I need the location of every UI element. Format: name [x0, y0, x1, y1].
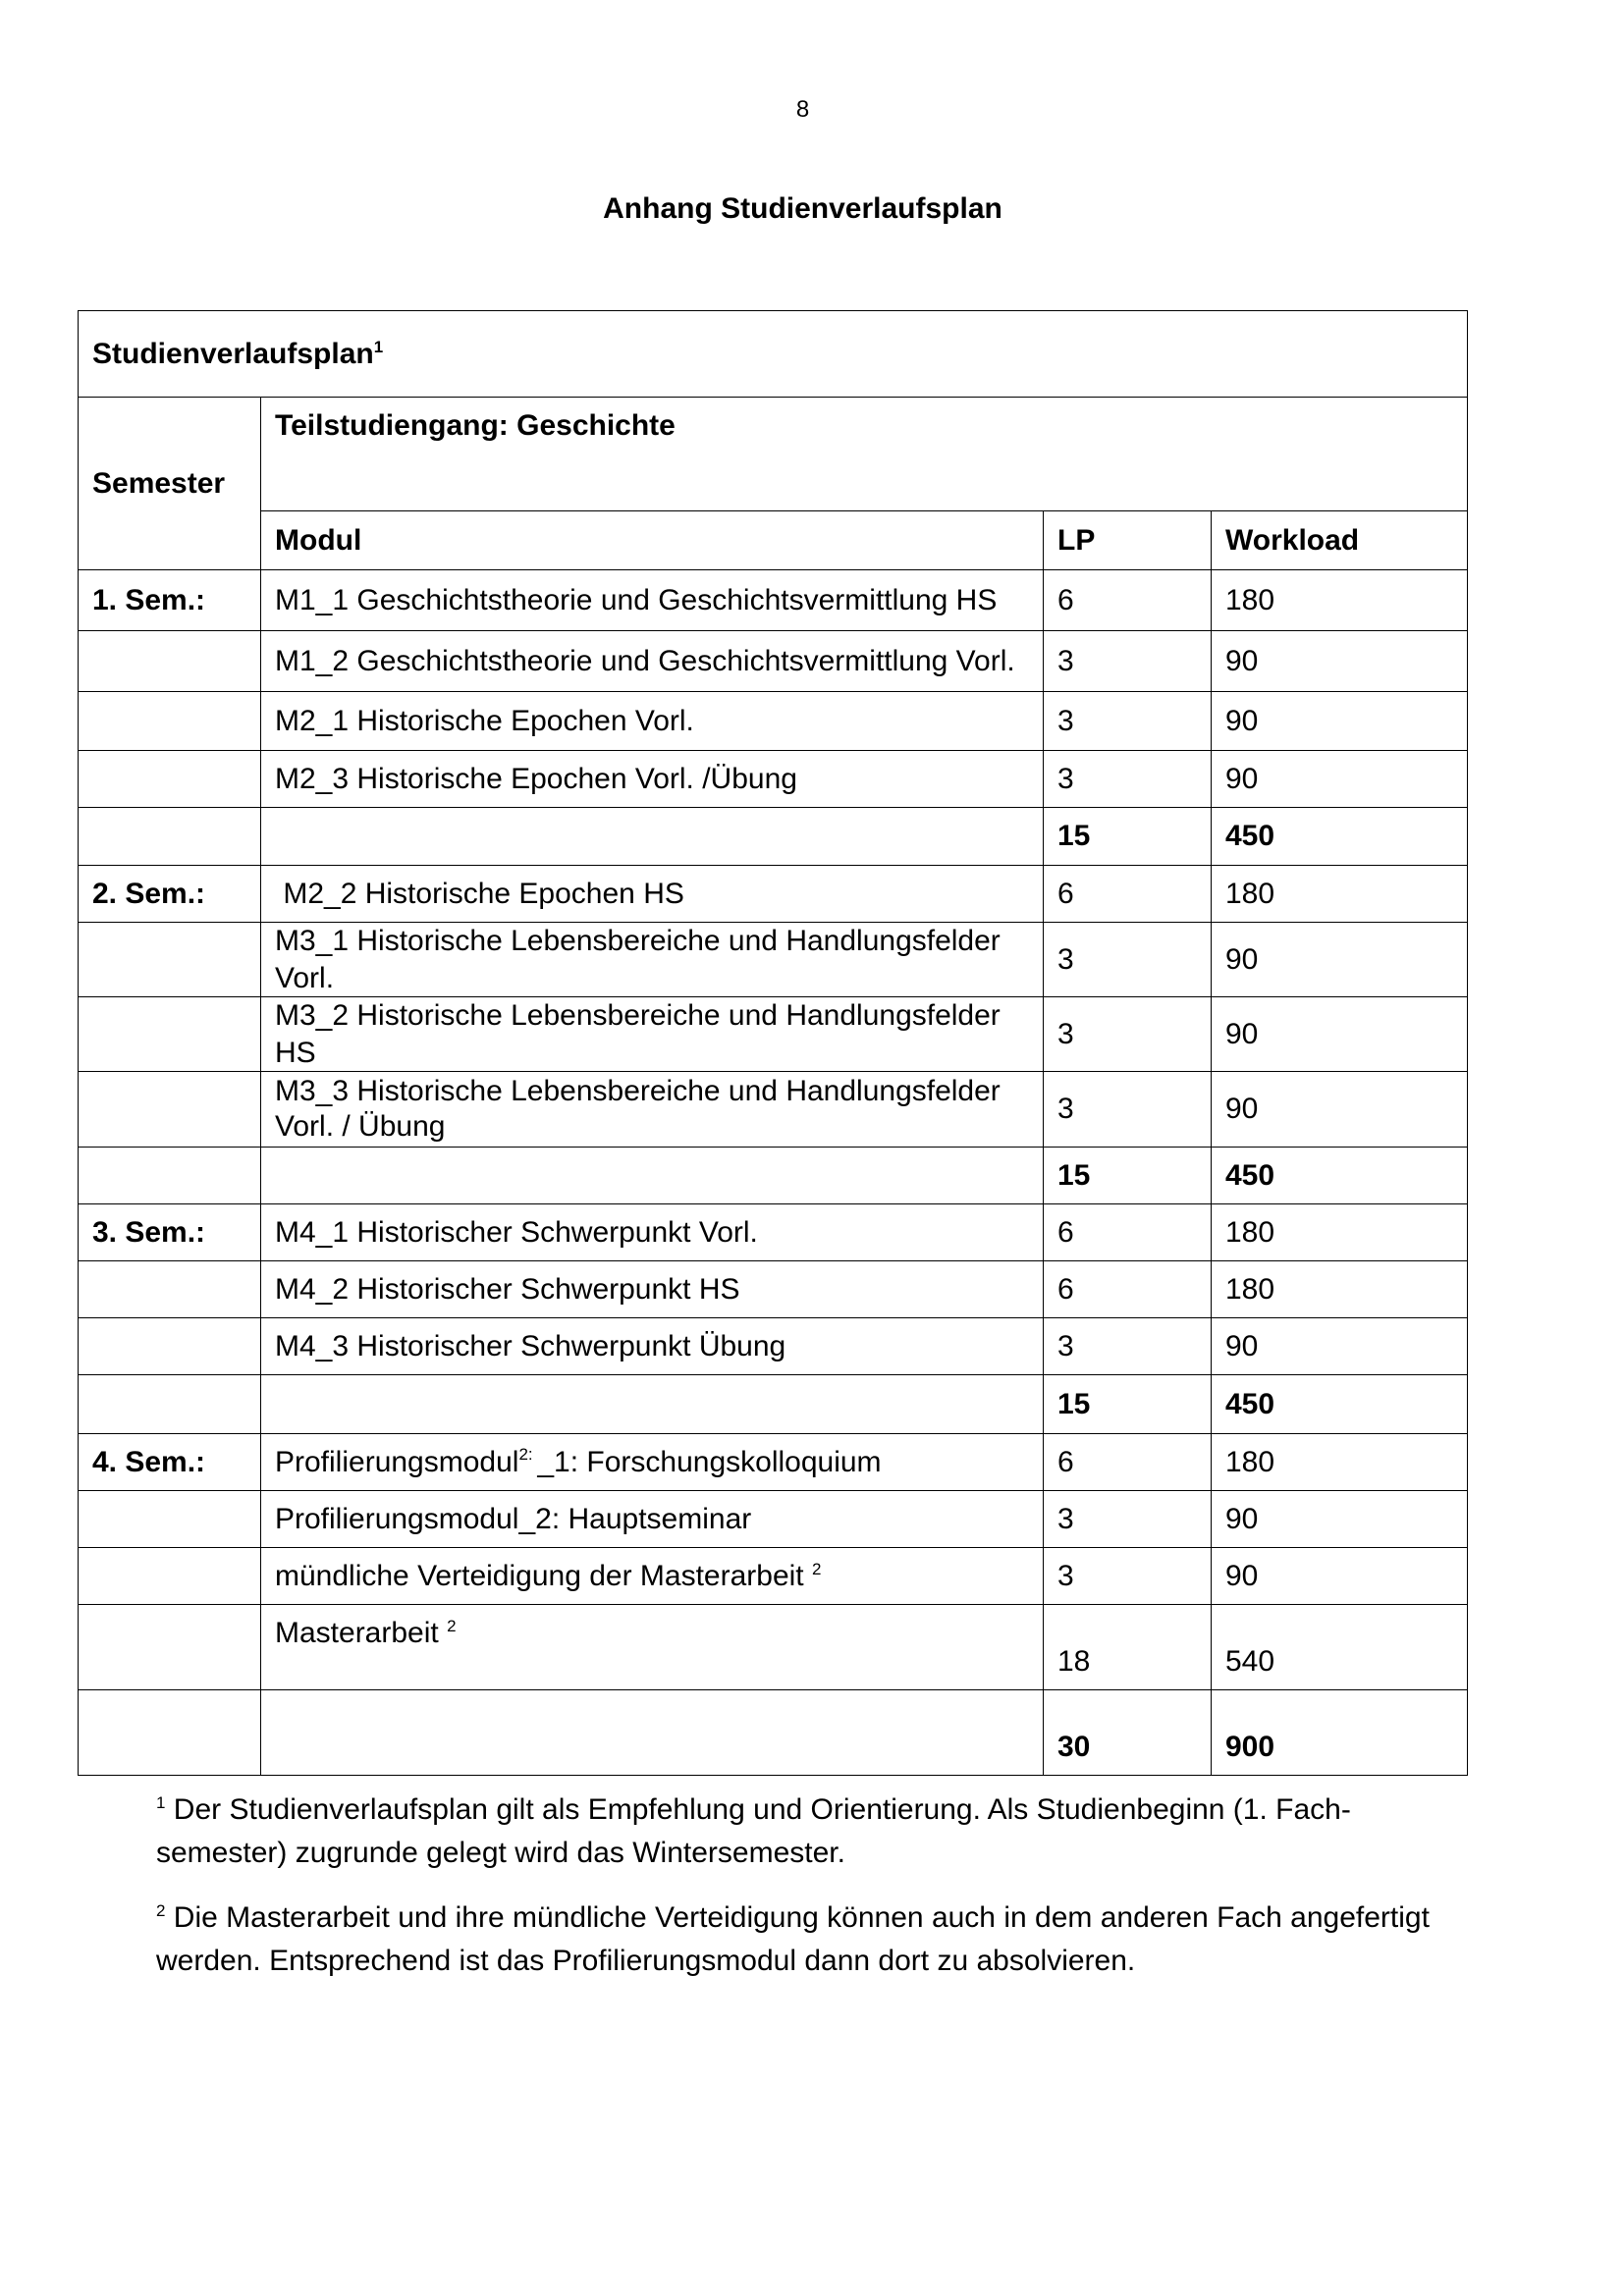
subject-cell: Teilstudiengang: Geschichte: [261, 398, 1468, 511]
semester-cell: [79, 1548, 261, 1605]
workload-total-cell: 450: [1212, 1148, 1468, 1204]
semester-cell: 4. Sem.:: [79, 1434, 261, 1491]
footnote-2: [156, 1896, 1472, 1983]
semester-cell: [79, 1605, 261, 1690]
lp-cell: 3: [1044, 923, 1212, 997]
module-cell: M3_1 Historische Lebensbereiche und Handlungsfelder Vorl.: [261, 923, 1044, 997]
module-cell: M4_3 Historischer Schwerpunkt Übung: [261, 1318, 1044, 1375]
module-text: Profilierungsmodul: [275, 1445, 519, 1478]
module-cell: [261, 1434, 1044, 1491]
footnote-marker: 2: [811, 1559, 822, 1578]
header-module: Modul: [261, 511, 1044, 570]
semester-cell: [79, 1690, 261, 1776]
semester-cell: 2. Sem.:: [79, 866, 261, 923]
lp-total-cell: 15: [1044, 808, 1212, 866]
subject-row: [79, 398, 1468, 511]
module-text-suffix: _1: Forschungskolloquium: [537, 1445, 882, 1478]
semester-cell: [79, 751, 261, 808]
workload-cell: 90: [1212, 692, 1468, 751]
lp-cell: 3: [1044, 692, 1212, 751]
workload-cell: 90: [1212, 923, 1468, 997]
module-cell: M3_3 Historische Lebensbereiche und Handlungsfelder Vorl. / Übung: [261, 1072, 1044, 1148]
semester-cell: 1. Sem.:: [79, 570, 261, 631]
subtotal-row: [79, 1148, 1468, 1204]
table-row: [79, 997, 1468, 1072]
workload-total-cell: 450: [1212, 808, 1468, 866]
table-row: [79, 1318, 1468, 1375]
semester-cell: [79, 1318, 261, 1375]
workload-cell: 90: [1212, 1072, 1468, 1148]
lp-cell: 3: [1044, 1491, 1212, 1548]
workload-cell: 180: [1212, 1204, 1468, 1261]
module-text: mündliche Verteidigung der Masterarbeit: [275, 1559, 812, 1592]
table-title: Studienverlaufsplan: [92, 337, 374, 370]
workload-cell: 90: [1212, 997, 1468, 1072]
module-cell: M1_2 Geschichtstheorie und Geschichtsvermittlung Vorl.: [261, 631, 1044, 692]
table-row: [79, 631, 1468, 692]
lp-cell: 3: [1044, 631, 1212, 692]
semester-cell: [79, 923, 261, 997]
lp-cell: 3: [1044, 997, 1212, 1072]
semester-cell: 3. Sem.:: [79, 1204, 261, 1261]
table-row: [79, 923, 1468, 997]
total-row: [79, 1690, 1468, 1776]
module-cell: [261, 1605, 1044, 1690]
semester-cell: [79, 1148, 261, 1204]
semester-cell: [79, 1375, 261, 1434]
semester-cell: [79, 997, 261, 1072]
workload-cell: 180: [1212, 570, 1468, 631]
subtotal-row: [79, 1375, 1468, 1434]
header-row: [79, 511, 1468, 570]
lp-cell: 3: [1044, 1318, 1212, 1375]
document-title: Anhang Studienverlaufsplan: [603, 192, 1002, 225]
table-row: [79, 1548, 1468, 1605]
footnote-marker: 1: [373, 337, 384, 356]
lp-cell: 3: [1044, 751, 1212, 808]
semester-cell: [79, 808, 261, 866]
lp-cell: 3: [1044, 1548, 1212, 1605]
footnotes: [156, 1789, 1472, 2004]
lp-cell: 6: [1044, 1204, 1212, 1261]
semester-cell: [79, 1491, 261, 1548]
semester-header: Semester: [79, 398, 261, 570]
module-cell: M4_1 Historischer Schwerpunkt Vorl.: [261, 1204, 1044, 1261]
module-cell: M2_3 Historische Epochen Vorl. /Übung: [261, 751, 1044, 808]
module-cell: M4_2 Historischer Schwerpunkt HS: [261, 1261, 1044, 1318]
header-lp: LP: [1044, 511, 1212, 570]
workload-total-cell: 900: [1212, 1690, 1468, 1776]
semester-cell: [79, 631, 261, 692]
module-cell: M3_2 Historische Lebensbereiche und Handlungsfelder HS: [261, 997, 1044, 1072]
workload-cell: 180: [1212, 1434, 1468, 1491]
header-workload: Workload: [1212, 511, 1468, 570]
module-cell: M1_1 Geschichtstheorie und Geschichtsvermittlung HS: [261, 570, 1044, 631]
module-cell: M2_1 Historische Epochen Vorl.: [261, 692, 1044, 751]
lp-cell: 6: [1044, 1434, 1212, 1491]
module-cell: Profilierungsmodul_2: Hauptseminar: [261, 1491, 1044, 1548]
footnote-marker: 2:: [518, 1444, 538, 1464]
table-row: [79, 570, 1468, 631]
workload-cell: 90: [1212, 751, 1468, 808]
lp-cell: 6: [1044, 866, 1212, 923]
table-row: [79, 866, 1468, 923]
footnote-marker: 2: [447, 1617, 457, 1635]
table-row: [79, 751, 1468, 808]
lp-total-cell: 15: [1044, 1375, 1212, 1434]
semester-cell: [79, 1261, 261, 1318]
workload-cell: 540: [1212, 1605, 1468, 1690]
workload-cell: 90: [1212, 1491, 1468, 1548]
semester-cell: [79, 692, 261, 751]
footnote-text: Der Studienverlaufsplan gilt als Empfehlung und Orientierung. Als Studienbeginn (1. Fach-semester) zugrunde gelegt wird das Wintersemester.: [156, 1793, 1351, 1869]
module-cell: [261, 1548, 1044, 1605]
lp-cell: 3: [1044, 1072, 1212, 1148]
study-plan-table: [78, 310, 1468, 1776]
table-row: [79, 692, 1468, 751]
lp-total-cell: 15: [1044, 1148, 1212, 1204]
lp-total-cell: 30: [1044, 1690, 1212, 1776]
table-row: [79, 1261, 1468, 1318]
module-cell: M2_2 Historische Epochen HS: [261, 866, 1044, 923]
workload-cell: 90: [1212, 1318, 1468, 1375]
table-row: [79, 1605, 1468, 1690]
module-cell: [261, 808, 1044, 866]
table-row: [79, 1434, 1468, 1491]
table-row: [79, 1072, 1468, 1148]
semester-cell: [79, 1072, 261, 1148]
workload-cell: 90: [1212, 1548, 1468, 1605]
module-cell: [261, 1148, 1044, 1204]
table-title-cell: [79, 311, 1468, 398]
lp-cell: 6: [1044, 570, 1212, 631]
footnote-text: Die Masterarbeit und ihre mündliche Verteidigung können auch in dem anderen Fach angefertigt werden. Entsprechend ist das Profilierungsmodul dann dort zu absolvieren.: [156, 1901, 1430, 1977]
module-cell: [261, 1375, 1044, 1434]
lp-cell: 6: [1044, 1261, 1212, 1318]
page-number: 8: [795, 96, 810, 123]
workload-cell: 180: [1212, 1261, 1468, 1318]
workload-total-cell: 450: [1212, 1375, 1468, 1434]
workload-cell: 180: [1212, 866, 1468, 923]
table-row: [79, 1491, 1468, 1548]
subtotal-row: [79, 808, 1468, 866]
workload-cell: 90: [1212, 631, 1468, 692]
table-row: [79, 1204, 1468, 1261]
footnote-1: [156, 1789, 1472, 1875]
module-text: Masterarbeit: [275, 1617, 448, 1649]
footnote-number: 2: [156, 1901, 166, 1920]
footnote-number: 1: [156, 1793, 166, 1812]
table-title-row: [79, 311, 1468, 398]
lp-cell: 18: [1044, 1605, 1212, 1690]
module-cell: [261, 1690, 1044, 1776]
